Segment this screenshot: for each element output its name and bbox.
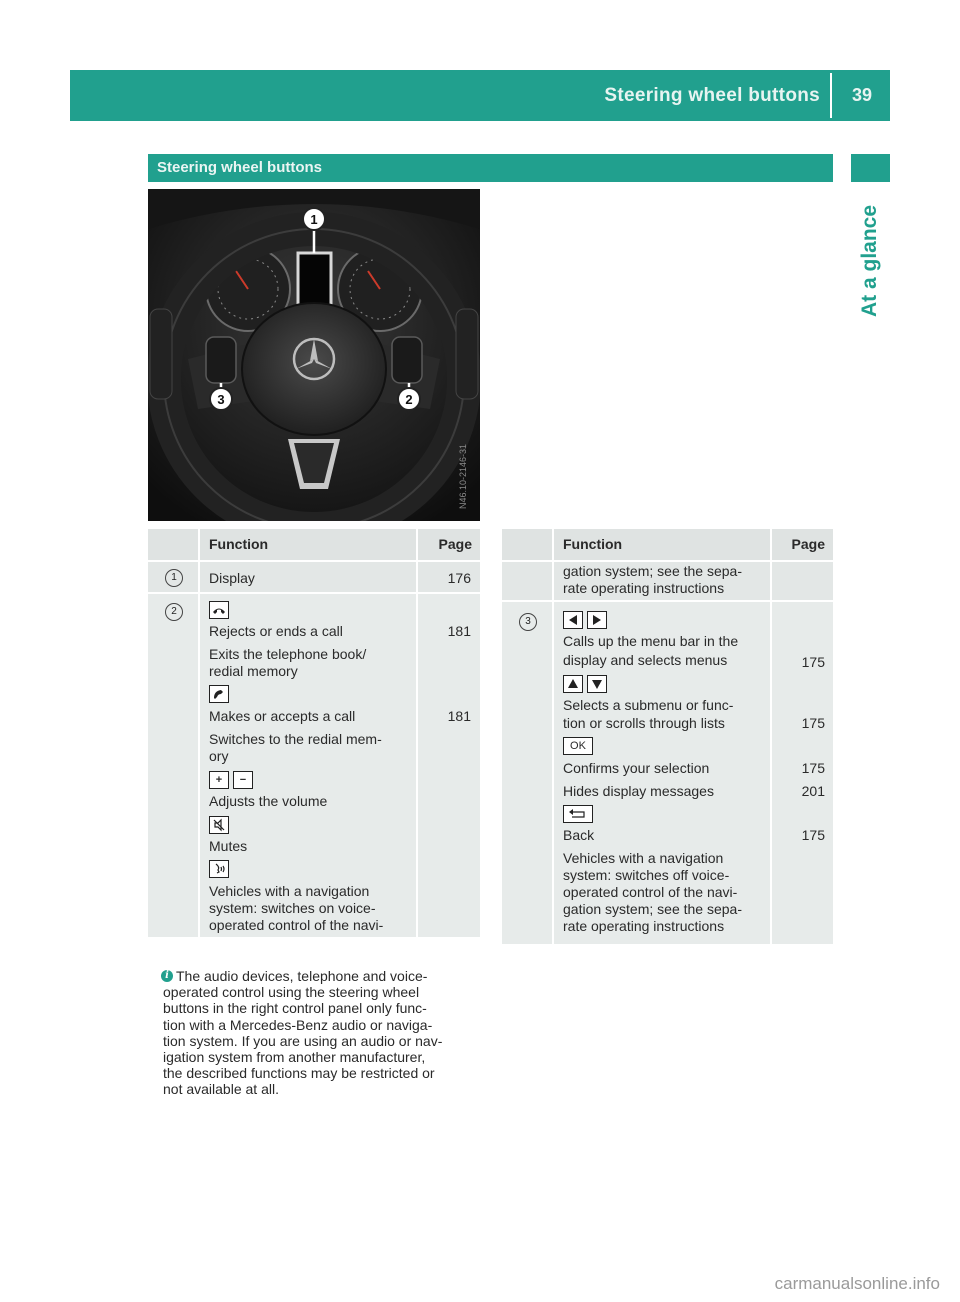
function-text: Exits the telephone book/ — [209, 646, 367, 662]
voice-control-icon — [209, 860, 229, 878]
note-line: The audio devices, telephone and voice- — [176, 968, 428, 984]
function-text: rate operating instructions — [563, 580, 725, 596]
function-text: Vehicles with a navigation — [563, 850, 724, 866]
function-text: Back — [563, 827, 595, 843]
callout-number: 2 — [165, 603, 183, 621]
function-text: operated control of the navi- — [563, 884, 738, 900]
function-text: rate operating instructions — [563, 918, 725, 934]
function-text: ory — [209, 748, 229, 764]
function-text: Calls up the menu bar in the — [563, 633, 739, 649]
ok-icon: OK — [563, 737, 593, 755]
left-arrow-icon — [563, 611, 583, 629]
function-text: gation system; see the sepa- — [563, 563, 742, 579]
phone-hangup-icon — [209, 601, 229, 619]
down-arrow-icon — [587, 675, 607, 693]
note-line: the described functions may be restricted or — [163, 1065, 435, 1082]
steering-wheel-illustration — [148, 189, 480, 521]
col-page-header: Page — [791, 536, 825, 552]
function-text: Hides display messages — [563, 783, 714, 799]
page-ref: 175 — [801, 760, 825, 776]
function-text: Vehicles with a navigation — [209, 883, 370, 899]
section-title-bar — [148, 154, 833, 182]
minus-icon: − — [233, 771, 253, 789]
mute-icon — [209, 816, 229, 834]
page-ref: 175 — [801, 654, 825, 670]
info-note — [163, 968, 483, 1098]
page-ref: 201 — [801, 783, 825, 799]
side-tab-marker — [851, 154, 890, 182]
note-line: tion system. If you are using an audio or nav- — [163, 1032, 443, 1049]
steering-wheel-photo — [148, 189, 480, 521]
function-text: display and selects menus — [563, 652, 728, 668]
header-divider — [830, 73, 832, 118]
function-text: system: switches off voice- — [563, 867, 730, 883]
function-text: redial memory — [209, 663, 298, 679]
function-table-left — [148, 529, 480, 937]
function-text: Adjusts the volume — [209, 793, 328, 809]
col-function-header: Function — [209, 536, 269, 552]
page-number: 39 — [851, 85, 872, 105]
note-line: buttons in the right control panel only func- — [163, 1000, 427, 1017]
page-ref: 175 — [801, 715, 825, 731]
info-icon: i — [161, 970, 173, 982]
col-function-header: Function — [563, 536, 623, 552]
function-text: Switches to the redial mem- — [209, 731, 382, 747]
plus-icon: + — [209, 771, 229, 789]
function-text: Confirms your selection — [563, 760, 710, 776]
page-ref: 175 — [801, 827, 825, 843]
page-ref: 176 — [447, 570, 471, 586]
page-ref: 181 — [447, 708, 471, 724]
image-code: N46.10-2146-31 — [458, 443, 468, 509]
function-text: Selects a submenu or func- — [563, 697, 734, 713]
note-line: tion with a Mercedes-Benz audio or naviga- — [163, 1016, 433, 1033]
phone-accept-icon — [209, 685, 229, 703]
function-text: Mutes — [209, 838, 248, 854]
back-icon — [563, 805, 593, 823]
right-arrow-icon — [587, 611, 607, 629]
note-line: not available at all. — [163, 1081, 279, 1098]
function-text: operated control of the navi- — [209, 917, 384, 933]
col-page-header: Page — [438, 536, 472, 552]
side-chapter-label: At a glance — [858, 204, 881, 317]
function-text: Rejects or ends a call — [209, 623, 343, 639]
header-title: Steering wheel buttons — [604, 85, 820, 106]
page-header — [70, 70, 890, 121]
function-text: Makes or accepts a call — [209, 708, 356, 724]
section-title: Steering wheel buttons — [157, 159, 323, 176]
callout-number: 3 — [519, 613, 537, 631]
function-text: system: switches on voice- — [209, 900, 376, 916]
callout-number: 1 — [165, 569, 183, 587]
watermark: carmanualsonline.info — [774, 1274, 940, 1293]
note-line: igation system from another manufacturer, — [163, 1049, 426, 1066]
up-arrow-icon — [563, 675, 583, 693]
callout-3: 3 — [217, 392, 225, 407]
function-text: tion or scrolls through lists — [563, 715, 725, 731]
page-ref: 181 — [447, 623, 471, 639]
function-text: gation system; see the sepa- — [563, 901, 742, 917]
function-text: Display — [209, 570, 255, 586]
function-table-right — [502, 529, 833, 944]
callout-2: 2 — [405, 392, 413, 407]
note-line: operated control using the steering wheel — [163, 984, 420, 1001]
callout-1: 1 — [310, 212, 318, 227]
